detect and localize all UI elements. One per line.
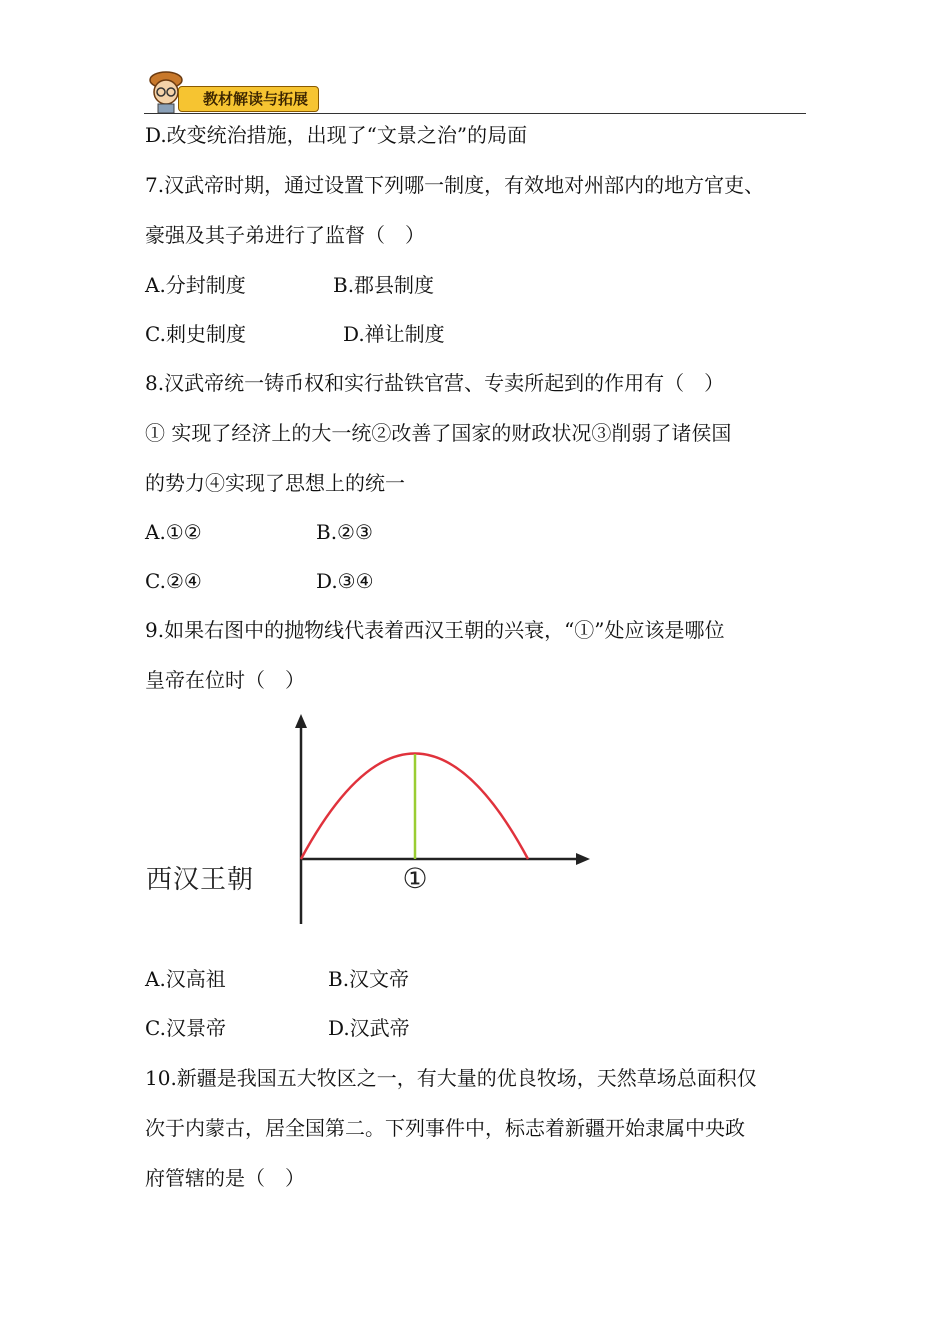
question-10-line-1: 10.新疆是我国五大牧区之一，有大量的优良牧场，天然草场总面积仅 (145, 1066, 757, 1090)
question-10-line-2: 次于内蒙古，居全国第二。下列事件中，标志着新疆开始隶属中央政 (145, 1116, 745, 1140)
question-10-line-3: 府管辖的是（ ） (145, 1166, 305, 1190)
x-axis-arrow (576, 853, 590, 865)
q7-option-d: D.禅让制度 (343, 322, 445, 346)
q8-option-d: D.③④ (316, 569, 374, 593)
peak-marker-label: ① (402, 862, 428, 895)
question-7-line-1: 7.汉武帝时期，通过设置下列哪一制度，有效地对州部内的地方官吏、 (145, 173, 765, 197)
header-divider (144, 113, 806, 114)
q7-option-a: A.分封制度 (145, 273, 246, 297)
q7-option-b: B.郡县制度 (333, 273, 435, 297)
q9-option-b: B.汉文帝 (328, 967, 410, 991)
q8-option-a: A.①② (145, 520, 202, 544)
q7-option-c: C.刺史制度 (145, 322, 246, 346)
question-8-line-1: 8.汉武帝统一铸币权和实行盐铁官营、专卖所起到的作用有（ ） (145, 371, 725, 395)
option-d-prev: D.改变统治措施，出现了“文景之治”的局面 (145, 123, 528, 147)
q9-option-d: D.汉武帝 (328, 1016, 410, 1040)
header-badge: 教材解读与拓展 (178, 86, 319, 112)
q8-option-b: B.②③ (316, 520, 373, 544)
header-banner (144, 66, 806, 116)
axis-label-western-han: 西汉王朝 (146, 865, 255, 895)
question-9-line-1: 9.如果右图中的抛物线代表着西汉王朝的兴衰，“①”处应该是哪位 (145, 618, 725, 642)
question-7-line-2: 豪强及其子弟进行了监督（ ） (145, 223, 425, 247)
parabola-figure (140, 710, 600, 930)
question-9-line-2: 皇帝在位时（ ） (145, 668, 305, 692)
q9-option-a: A.汉高祖 (145, 967, 226, 991)
q9-option-c: C.汉景帝 (145, 1016, 226, 1040)
q8-option-c: C.②④ (145, 569, 202, 593)
y-axis-arrow (295, 714, 307, 728)
question-8-line-3: 的势力④实现了思想上的统一 (145, 471, 405, 495)
question-8-line-2: ① 实现了经济上的大一统②改善了国家的财政状况③削弱了诸侯国 (145, 421, 732, 445)
